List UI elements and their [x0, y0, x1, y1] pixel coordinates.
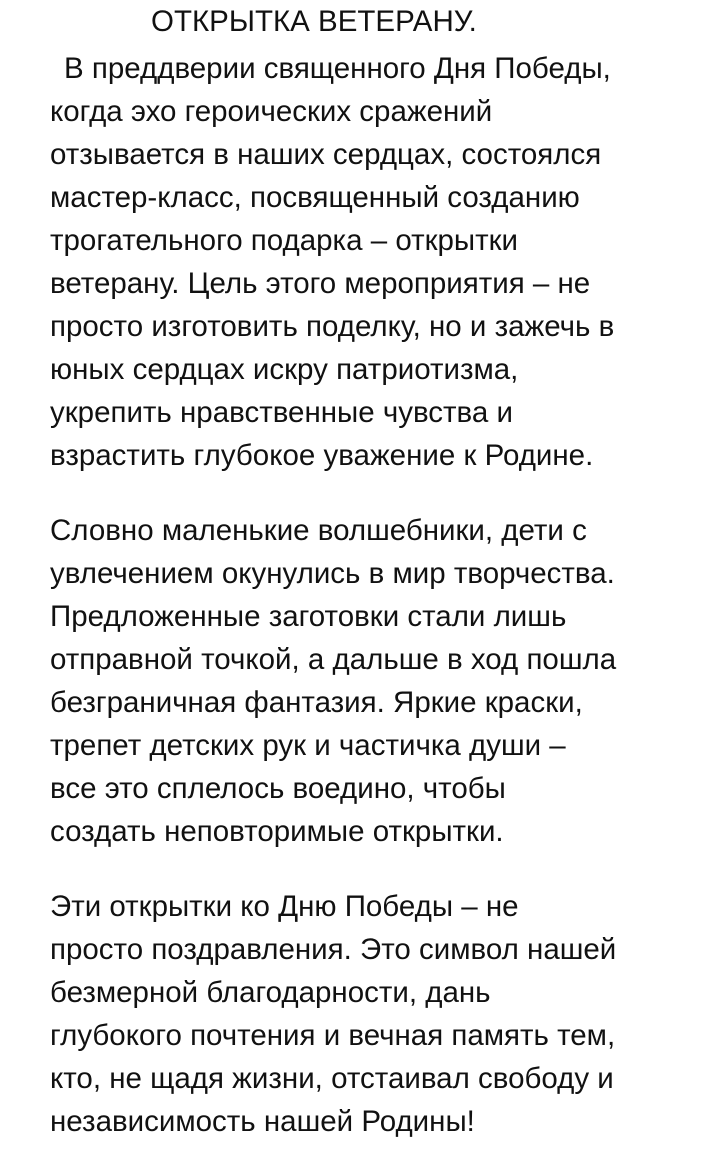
paragraph-3-line-6: независимость нашей Родины! [50, 1105, 475, 1138]
paragraph-1-line-3: отзывается в наших сердцах, состоялся [50, 138, 602, 171]
paragraph-3-line-2: просто поздравления. Это символ нашей [50, 933, 617, 966]
paragraph-2-line-6: трепет детских рук и частичка души – [50, 729, 566, 762]
paragraph-2-line-3: Предложенные заготовки стали лишь [50, 600, 567, 633]
paragraph-3-line-4: глубокого почтения и вечная память тем, [50, 1019, 616, 1052]
paragraph-1-line-9: укрепить нравственные чувства и [50, 396, 513, 429]
paragraph-3-line-5: кто, не щадя жизни, отстаивал свободу и [50, 1062, 614, 1095]
paragraph-2-line-2: увлечением окунулись в мир творчества. [50, 557, 615, 590]
paragraph-3-line-1: Эти открытки ко Дню Победы – не [50, 890, 519, 923]
document-title: ОТКРЫТКА ВЕТЕРАНУ. [151, 5, 477, 38]
paragraph-1-line-1: В преддверии священного Дня Победы, [64, 52, 611, 85]
paragraph-3-line-3: безмерной благодарности, дань [50, 976, 491, 1009]
paragraph-1-line-10: взрастить глубокое уважение к Родине. [50, 439, 594, 472]
paragraph-1-line-2: когда эхо героических сражений [50, 95, 493, 128]
paragraph-1-line-7: просто изготовить поделку, но и зажечь в [50, 310, 615, 343]
paragraph-2-line-1: Словно маленькие волшебники, дети с [50, 514, 587, 547]
paragraph-1-line-8: юных сердцах искру патриотизма, [50, 353, 519, 386]
paragraph-1-line-5: трогательного подарка – открытки [50, 224, 518, 257]
paragraph-2-line-8: создать неповторимые открытки. [50, 815, 504, 848]
paragraph-2-line-5: безграничная фантазия. Яркие краски, [50, 686, 583, 719]
paragraph-2-line-4: отправной точкой, а дальше в ход пошла [50, 643, 617, 676]
paragraph-1-line-6: ветерану. Цель этого мероприятия – не [50, 267, 591, 300]
paragraph-1-line-4: мастер-класс, посвященный созданию [50, 181, 580, 214]
paragraph-2-line-7: все это сплелось воедино, чтобы [50, 772, 506, 805]
